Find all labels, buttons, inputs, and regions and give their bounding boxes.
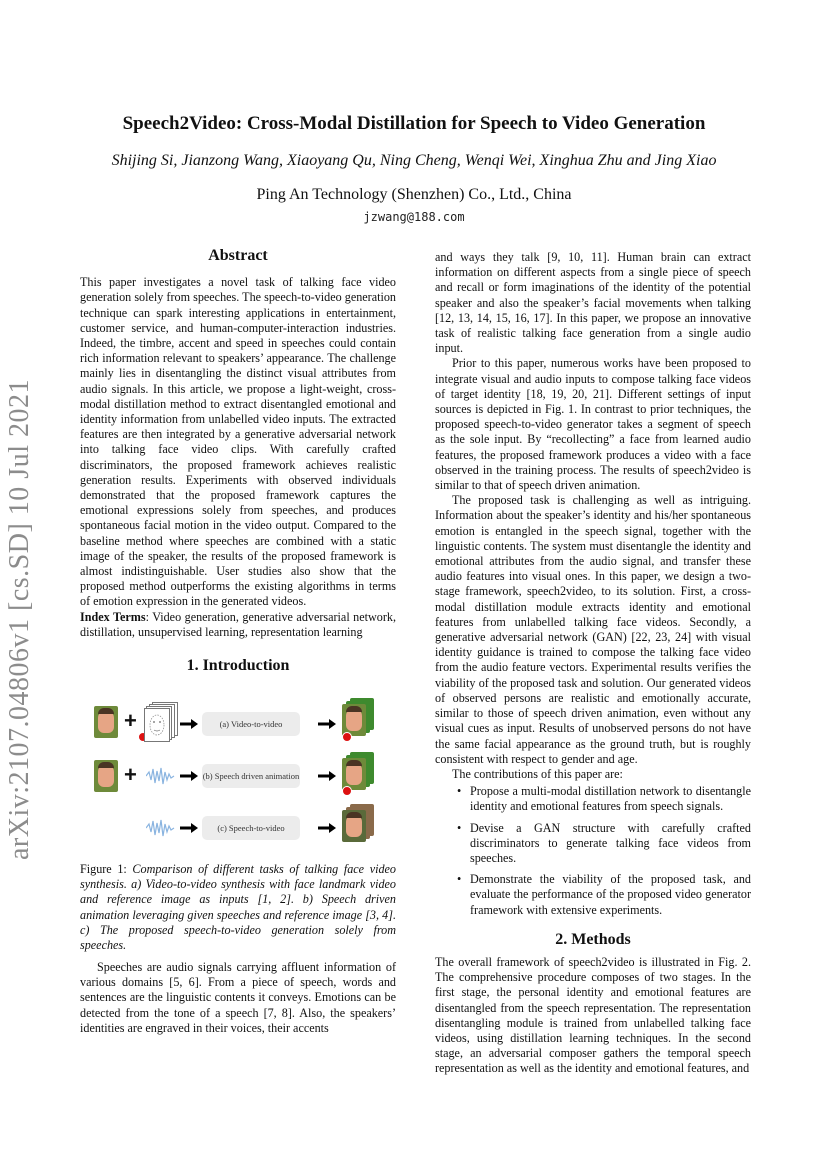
plus-icon: + — [124, 708, 137, 733]
arxiv-watermark: arXiv:2107.04806v1 [cs.SD] 10 Jul 2021 — [4, 379, 35, 860]
reference-face-image — [94, 706, 118, 738]
landmark-video-stack-icon — [144, 702, 170, 736]
contributions-list — [435, 784, 751, 918]
arrow-right-icon — [180, 718, 198, 730]
list-item: • Devise a GAN structure with carefully crafted discriminators to generate talking face videos from speeches. — [435, 821, 751, 867]
caption-text: Comparison of different tasks of talking face video synthesis. a) Video-to-video synthesis with face landmark video and reference image as inputs [1, 2]. b) Speech driven animation leveraging given speeches and reference image [3, 4]. c) The proposed speech-to-video generation solely from speeches. — [80, 862, 396, 953]
plus-icon: + — [124, 762, 137, 787]
record-dot-icon — [342, 732, 352, 742]
figure-1 — [80, 690, 396, 850]
label-video-to-video: (a) Video-to-video — [202, 712, 300, 736]
arrow-right-icon — [318, 770, 336, 782]
methods-heading: 2. Methods — [555, 930, 631, 948]
index-terms-text: : Video generation, generative adversarial network, distillation, unsupervised learning, representation learning — [80, 609, 396, 639]
caption-label: Figure 1: — [80, 862, 133, 876]
right-paragraph-0: and ways they talk [9, 10, 11]. Human brain can extract information on different aspects from a single piece of speech and recall or form imaginations of the identity of the potential speaker and also the speaker’s facial movements when talking [12, 13, 14, 15, 16, 17]. In this paper, we propose an innovative task of realistic talking face generation from a single audio input. — [435, 250, 751, 356]
reference-face-image — [94, 760, 118, 792]
label-speech-driven-animation: (b) Speech driven animation — [202, 764, 300, 788]
list-item: • Propose a multi-modal distillation network to disentangle identity and emotional features from speech signals. — [435, 784, 751, 814]
arrow-right-icon — [180, 822, 198, 834]
intro-paragraph — [80, 960, 396, 1036]
abstract-heading: Abstract — [208, 247, 268, 264]
methods-paragraph: The overall framework of speech2video is illustrated in Fig. 2. The comprehensive procedure composes of two stages. In the first stage, the personal identity and emotional features are disentangled from the speech representation. The representation disentangling module is trained from unlabelled talking face videos, using distillation learning techniques. In the second stage, an adversarial composer gathers the temporal speech representation as well as the identity and emotional features, and — [435, 954, 751, 1076]
index-terms — [80, 610, 396, 640]
paper-title: Speech2Video: Cross-Modal Distillation for Speech to Video Generation — [122, 113, 706, 134]
abstract-text: This paper investigates a novel task of talking face video generation solely from speeches. The speech-to-video generation technique can spark interesting applications in entertainment, customer service, and human-computer-interaction industries. Indeed, the timbre, accent and speed in speeches could contain rich information relevant to speakers’ appearance. The challenge mainly lies in disentangling the distinct visual attributes from audio signals. In this article, we propose a light-weight, cross-modal distillation method to extract disentangled emotional and identity information from unlabelled video inputs. The extracted features are then integrated by a generative adversarial network into talking face video clips. With carefully crafted discriminators, the proposed framework achieves realistic generation results. Experiments with observed individuals demonstrated that the proposed framework captures the emotional expressions solely from speeches, and produces spontaneous facial motion in the video output. Compared to the baseline method where speeches are combined with a static image of the speaker, the results of the proposed framework is almost indistinguishable. User studies also show that the proposed method outperforms the existing algorithms in terms of emotion expression in the generated videos. — [80, 275, 396, 609]
right-paragraph-1: Prior to this paper, numerous works have been proposed to integrate visual and audio inputs to compose talking face videos of target identity [18, 19, 20, 21]. Different settings of input sources is depicted in Fig. 1. In contrast to prior techniques, the proposed speech-to-video generator takes a segment of speech as the sole input. By “recollecting” a face from learned audio features, the proposed framework produces a video with a face observed in the training process. The results of speech2video is similar to that of speech driven animation. — [435, 356, 751, 493]
record-dot-icon — [342, 786, 352, 796]
figure-caption — [80, 862, 396, 953]
left-column — [80, 248, 396, 640]
arrow-right-icon — [180, 770, 198, 782]
index-terms-label: Index Terms — [80, 609, 146, 624]
author-email[interactable]: jzwang@188.com — [363, 210, 465, 224]
right-column — [435, 250, 751, 1077]
intro-heading: 1. Introduction — [186, 657, 290, 674]
right-paragraph-2: The proposed task is challenging as well as intriguing. Information about the speaker’s identity and his/her spontaneous emotion is entangled in the speech signal, together with the linguistic contents. The system must disentangle the identity and emotional attributes from the audio signal, and transfer these audio features into visual ones. In this paper, we design a two-stage framework, speech2video, to its solution. First, a cross-modal distillation module extracts identity and emotional features from unlabelled talking face videos. Secondly, a generative adversarial network (GAN) [22, 23, 24] with visual identity guidance is trained to compose the talking face video from the audio feature vectors. Experimental results verifies the viability of the proposed task and solution. Our generated videos of observed persons are realistic and emotionally accurate, similar to those of speech driven animation, even without any visual cues as input. Results of unobserved persons do not have the same facial appearance as the ground truth, but is roughly consistent with respect to gender and age. — [435, 493, 751, 766]
arrow-right-icon — [318, 822, 336, 834]
audio-waveform-icon — [146, 818, 176, 838]
label-speech-to-video: (c) Speech-to-video — [202, 816, 300, 840]
affiliation: Ping An Technology (Shenzhen) Co., Ltd., China — [256, 186, 572, 203]
author-list: Shijing Si, Jianzong Wang, Xiaoyang Qu, Ning Cheng, Wenqi Wei, Xinghua Zhu and Jing Xiao — [111, 152, 717, 169]
intro-text: Speeches are audio signals carrying affluent information of various domains [5, 6]. From a piece of speech, words and sentences are the linguistic contents it conveys. Emotions can be detected from the tone of a speech [7, 8]. Also, the speakers’ identities are engraved in their voices, their accents — [80, 960, 396, 1035]
arrow-right-icon — [318, 718, 336, 730]
list-item: • Demonstrate the viability of the proposed task, and evaluate the performance of the proposed video generator framework with extensive experiments. — [435, 872, 751, 918]
right-paragraph-3: The contributions of this paper are: — [452, 766, 623, 781]
output-video-stack — [342, 804, 376, 844]
audio-waveform-icon — [146, 766, 176, 786]
